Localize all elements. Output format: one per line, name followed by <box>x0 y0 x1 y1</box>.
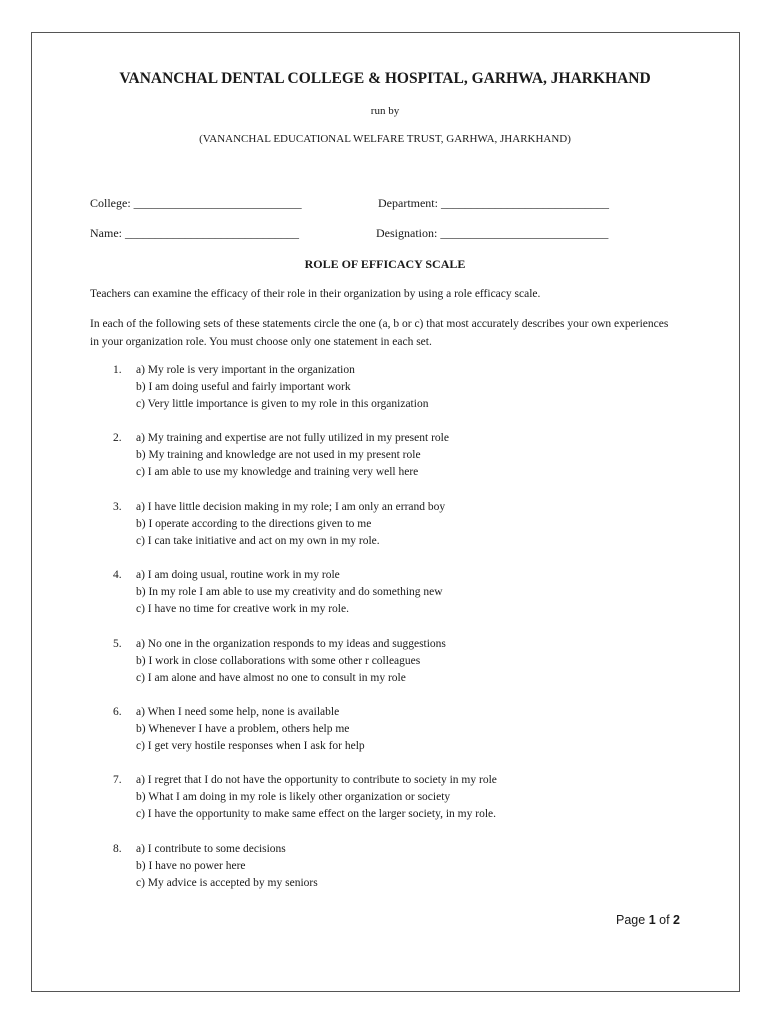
option-b[interactable]: b) My training and knowledge are not used in my present role <box>136 449 421 462</box>
question-number: 7. <box>113 774 122 786</box>
option-c[interactable]: c) I have the opportunity to make same effect on the larger society, in my role. <box>136 808 496 821</box>
of-word: of <box>659 913 670 927</box>
total-pages: 2 <box>673 913 680 927</box>
question-number: 1. <box>113 364 122 376</box>
scale-title: ROLE OF EFFICACY SCALE <box>304 257 466 271</box>
instructions-paragraph: In each of the following sets of these statements circle the one (a, b or c) that most accurately describes your own experiences in your organization role. You must choose only one statement in each set. <box>90 318 669 348</box>
page-word: Page <box>616 913 646 927</box>
option-a[interactable]: a) My training and expertise are not fully utilized in my present role <box>136 432 449 444</box>
question-number: 4. <box>113 569 122 581</box>
question-number: 2. <box>113 432 122 444</box>
option-b[interactable]: b) I work in close collaborations with some other r colleagues <box>136 655 421 668</box>
option-a[interactable]: a) No one in the organization responds to my ideas and suggestions <box>136 638 446 650</box>
department-field[interactable]: Department: ____________________________ <box>378 196 609 210</box>
option-b[interactable]: b) I have no power here <box>136 860 246 873</box>
option-b[interactable]: b) Whenever I have a problem, others help me <box>136 723 350 736</box>
option-a[interactable]: a) I am doing usual, routine work in my role <box>136 569 340 581</box>
question-number: 3. <box>113 501 122 513</box>
page-number <box>616 913 680 927</box>
question-number: 8. <box>113 843 122 855</box>
trust-name: (VANANCHAL EDUCATIONAL WELFARE TRUST, GARHWA, JHARKHAND) <box>199 133 571 145</box>
question-number: 5. <box>113 638 122 650</box>
name-field[interactable]: Name: _____________________________ <box>90 226 299 240</box>
option-c[interactable]: c) Very little importance is given to my role in this organization <box>136 398 429 411</box>
option-a[interactable]: a) I contribute to some decisions <box>136 843 286 855</box>
designation-field[interactable]: Designation: ____________________________ <box>376 226 609 240</box>
intro-paragraph: Teachers can examine the efficacy of their role in their organization by using a role efficacy scale. <box>90 288 541 300</box>
college-title: VANANCHAL DENTAL COLLEGE & HOSPITAL, GARHWA, JHARKHAND <box>119 70 651 87</box>
current-page: 1 <box>648 913 656 927</box>
run-by-text: run by <box>370 105 400 117</box>
option-c[interactable]: c) My advice is accepted by my seniors <box>136 877 318 890</box>
option-a[interactable]: a) I have little decision making in my role; I am only an errand boy <box>136 501 446 513</box>
option-b[interactable]: b) I am doing useful and fairly important work <box>136 381 351 394</box>
option-b[interactable]: b) What I am doing in my role is likely other organization or society <box>136 791 451 804</box>
option-c[interactable]: c) I am able to use my knowledge and training very well here <box>136 466 419 479</box>
option-a[interactable]: a) When I need some help, none is available <box>136 706 340 718</box>
question-number: 6. <box>113 706 122 718</box>
option-c[interactable]: c) I am alone and have almost no one to consult in my role <box>136 672 406 685</box>
option-c[interactable]: c) I have no time for creative work in my role. <box>136 603 349 616</box>
college-field[interactable]: College: ____________________________ <box>90 196 302 210</box>
option-a[interactable]: a) I regret that I do not have the opportunity to contribute to society in my role <box>136 774 497 786</box>
option-c[interactable]: c) I can take initiative and act on my own in my role. <box>136 535 380 548</box>
option-b[interactable]: b) In my role I am able to use my creativity and do something new <box>136 586 443 599</box>
option-c[interactable]: c) I get very hostile responses when I ask for help <box>136 740 365 753</box>
option-a[interactable]: a) My role is very important in the organization <box>136 364 355 376</box>
option-b[interactable]: b) I operate according to the directions given to me <box>136 518 372 531</box>
